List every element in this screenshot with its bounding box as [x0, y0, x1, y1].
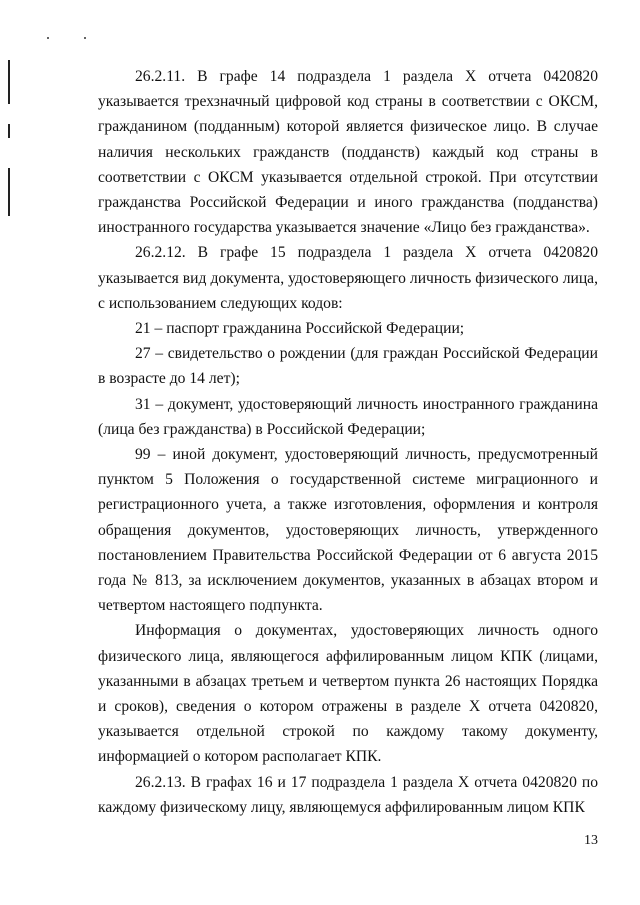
list-item-code-99: 99 – иной документ, удостоверяющий личность, предусмотренный пунктом 5 Положения о государственной системе миграционного и регистрационного учета, а также изготовления, оформления и контроля обращения документов, удостоверяющих личность, утвержденного постановлением Правительства Российской Федерации от 6 августа 2015 года № 813, за исключением документов, указанных в абзацах втором и четвертом настоящего подпункта.	[98, 446, 598, 615]
list-item-code-27: 27 – свидетельство о рождении (для граждан Российской Федерации в возрасте до 14 лет);	[98, 345, 598, 388]
scan-speck	[47, 37, 49, 39]
body-text	[98, 64, 598, 820]
page-number: 13	[584, 833, 598, 848]
paragraph-26-2-12: 26.2.12. В графе 15 подраздела 1 раздела X отчета 0420820 указывается вид документа, удостоверяющего личность физического лица, с использованием следующих кодов:	[98, 244, 598, 312]
scan-edge-mark	[8, 168, 10, 216]
list-item-code-31: 31 – документ, удостоверяющий личность иностранного гражданина (лица без гражданства) в Российской Федерации;	[98, 395, 598, 438]
scan-edge-mark	[8, 124, 10, 138]
paragraph-26-2-11: 26.2.11. В графе 14 подраздела 1 раздела X отчета 0420820 указывается трехзначный цифровой код страны в соответствии с ОКСМ, гражданином (подданным) которой является физическое лицо. В случае наличия нескольких гражданств (подданств) каждый код страны в соответствии с ОКСМ указывается отдельной строкой. При отсутствии гражданства Российской Федерации и иного гражданства (подданства) иностранного государства указывается значение «Лицо без гражданства».	[98, 68, 598, 237]
paragraph-information: Информация о документах, удостоверяющих личность одного физического лица, являющегося аффилированным лицом КПК (лицами, указанными в абзацах третьем и четвертом пункта 26 настоящих Порядка и сроков), сведения о котором отражены в разделе X отчета 0420820, указывается отдельной строкой по каждому такому документу, информацией о котором располагает КПК.	[98, 622, 598, 766]
scan-speck	[84, 37, 86, 39]
list-item-code-21: 21 – паспорт гражданина Российской Федерации;	[135, 320, 465, 338]
scan-edge-mark	[8, 60, 10, 104]
paragraph-26-2-13: 26.2.13. В графах 16 и 17 подраздела 1 раздела X отчета 0420820 по каждому физическому лицу, являющемуся аффилированным лицом КПК	[98, 773, 598, 816]
